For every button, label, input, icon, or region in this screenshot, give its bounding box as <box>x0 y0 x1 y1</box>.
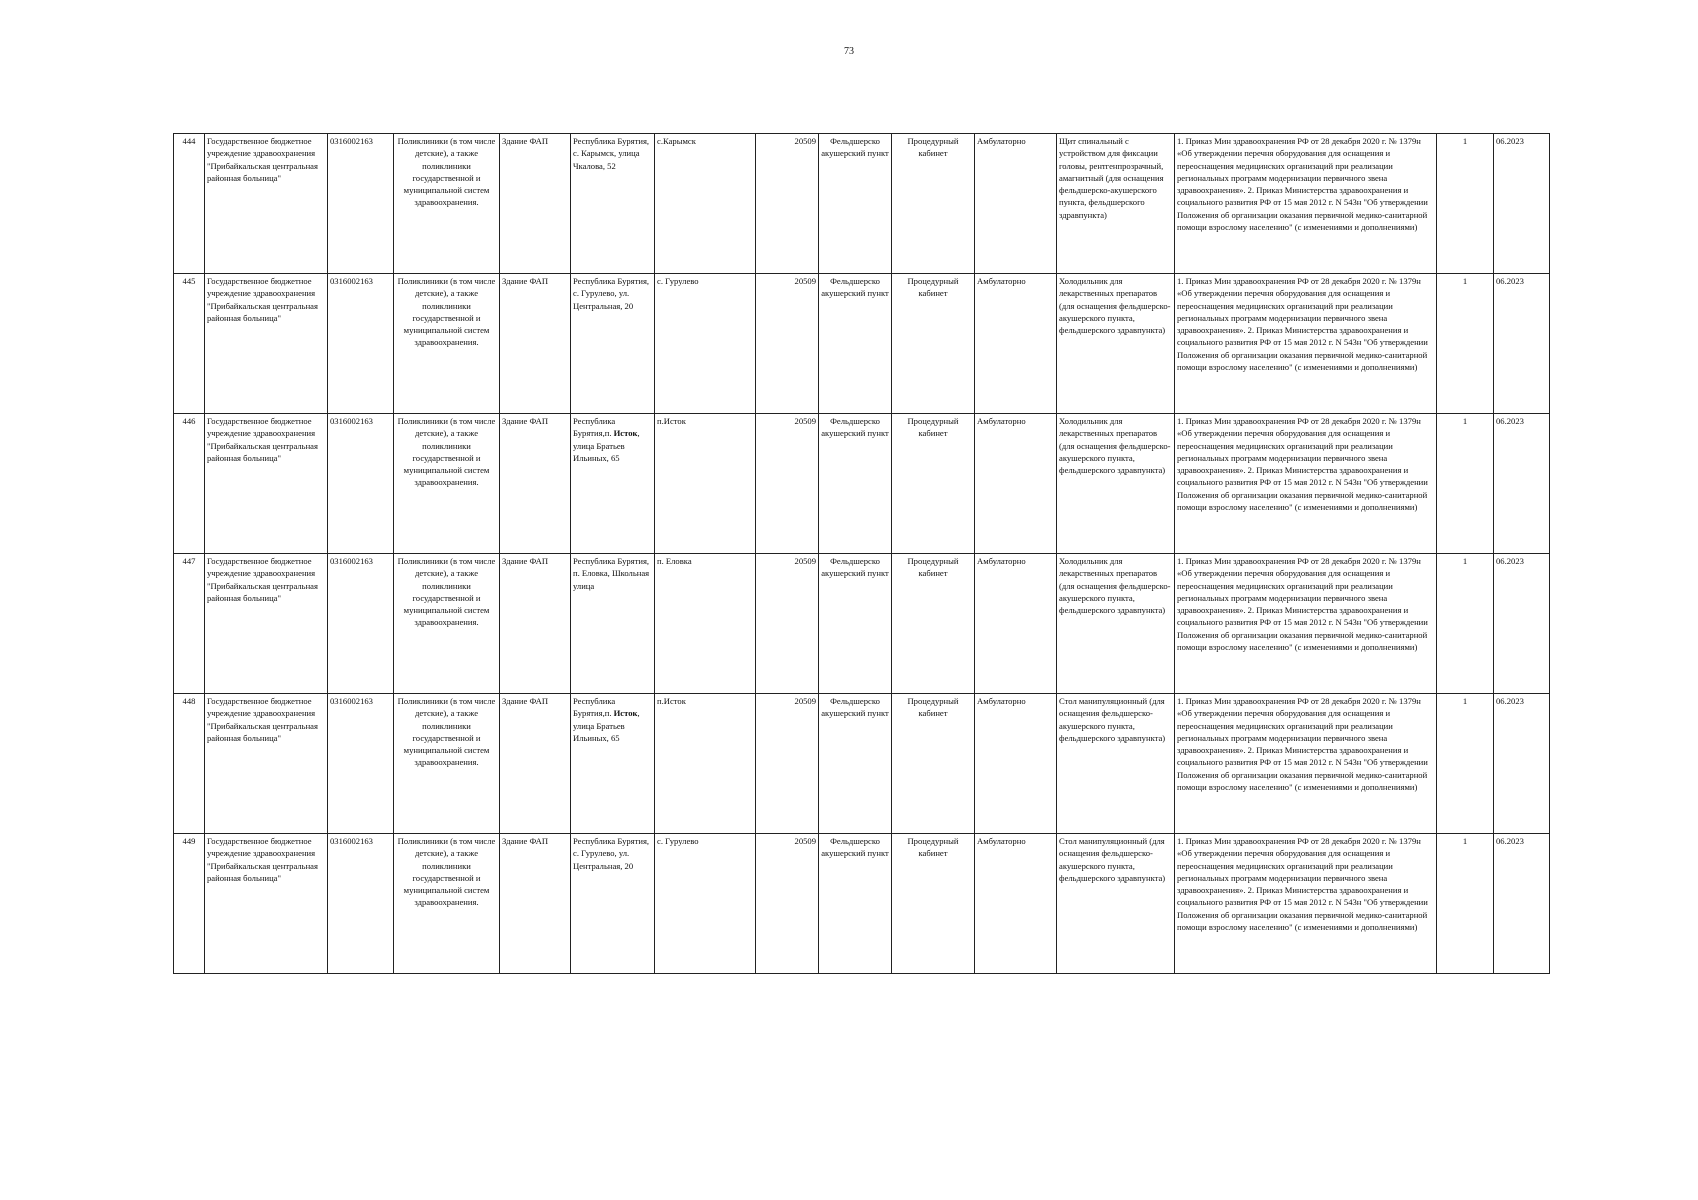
room-cell: Процедурный кабинет <box>892 274 975 414</box>
locality-cell: с. Гурулево <box>655 834 756 974</box>
legal-basis-cell: 1. Приказ Мин здравоохранения РФ от 28 декабря 2020 г. № 1379н «Об утверждении перечня оборудования для оснащения и переоснащения медицинских организаций при реализации региональных программ модернизации первичного звена здравоохранения». 2. Приказ Министерства здравоохранения и социального развития РФ от 15 мая 2012 г. N 543н "Об утверждении Положения об организации оказания первичной медико-санитарной помощи взрослому населению" (с изменениями и дополнениями) <box>1175 834 1437 974</box>
table-row <box>174 554 1550 694</box>
unit-cell: Фельдшерско акушерский пункт <box>819 414 892 554</box>
quantity-cell: 1 <box>1437 694 1494 834</box>
quantity-cell: 1 <box>1437 834 1494 974</box>
inn-cell: 0316002163 <box>328 414 394 554</box>
locality-cell: с. Гурулево <box>655 274 756 414</box>
organization-cell: Государственное бюджетное учреждение здравоохранения "Прибайкальская центральная районная больница" <box>205 134 328 274</box>
building-cell: Здание ФАП <box>500 274 571 414</box>
legal-basis-cell: 1. Приказ Мин здравоохранения РФ от 28 декабря 2020 г. № 1379н «Об утверждении перечня оборудования для оснащения и переоснащения медицинских организаций при реализации региональных программ модернизации первичного звена здравоохранения». 2. Приказ Министерства здравоохранения и социального развития РФ от 15 мая 2012 г. N 543н "Об утверждении Положения об организации оказания первичной медико-санитарной помощи взрослому населению" (с изменениями и дополнениями) <box>1175 554 1437 694</box>
table-row <box>174 274 1550 414</box>
quantity-cell: 1 <box>1437 274 1494 414</box>
room-cell: Процедурный кабинет <box>892 134 975 274</box>
organization-cell: Государственное бюджетное учреждение здравоохранения "Прибайкальская центральная районная больница" <box>205 554 328 694</box>
row-number-cell: 445 <box>174 274 205 414</box>
table-body <box>174 134 1550 974</box>
code-cell: 20509 <box>756 274 819 414</box>
code-cell: 20509 <box>756 554 819 694</box>
inn-cell: 0316002163 <box>328 134 394 274</box>
room-cell: Процедурный кабинет <box>892 554 975 694</box>
facility-type-cell: Поликлиники (в том числе детские), а также поликлиники государственной и муниципальной систем здравоохранения. <box>394 274 500 414</box>
quantity-cell: 1 <box>1437 554 1494 694</box>
organization-cell: Государственное бюджетное учреждение здравоохранения "Прибайкальская центральная районная больница" <box>205 414 328 554</box>
room-cell: Процедурный кабинет <box>892 694 975 834</box>
building-cell: Здание ФАП <box>500 414 571 554</box>
organization-cell: Государственное бюджетное учреждение здравоохранения "Прибайкальская центральная районная больница" <box>205 694 328 834</box>
inn-cell: 0316002163 <box>328 554 394 694</box>
address-cell <box>571 694 655 834</box>
legal-basis-cell: 1. Приказ Мин здравоохранения РФ от 28 декабря 2020 г. № 1379н «Об утверждении перечня оборудования для оснащения и переоснащения медицинских организаций при реализации региональных программ модернизации первичного звена здравоохранения». 2. Приказ Министерства здравоохранения и социального развития РФ от 15 мая 2012 г. N 543н "Об утверждении Положения об организации оказания первичной медико-санитарной помощи взрослому населению" (с изменениями и дополнениями) <box>1175 274 1437 414</box>
row-number-cell: 444 <box>174 134 205 274</box>
room-cell: Процедурный кабинет <box>892 414 975 554</box>
facility-type-cell: Поликлиники (в том числе детские), а также поликлиники государственной и муниципальной систем здравоохранения. <box>394 554 500 694</box>
unit-cell: Фельдшерско акушерский пункт <box>819 134 892 274</box>
code-cell: 20509 <box>756 694 819 834</box>
inn-cell: 0316002163 <box>328 834 394 974</box>
address-bold-part: Исток <box>613 708 638 719</box>
address-cell <box>571 414 655 554</box>
room-cell: Процедурный кабинет <box>892 834 975 974</box>
unit-cell: Фельдшерско акушерский пункт <box>819 694 892 834</box>
address-part: , улица Братьев Ильиных, 65 <box>573 428 640 463</box>
legal-basis-cell: 1. Приказ Мин здравоохранения РФ от 28 декабря 2020 г. № 1379н «Об утверждении перечня оборудования для оснащения и переоснащения медицинских организаций при реализации региональных программ модернизации первичного звена здравоохранения». 2. Приказ Министерства здравоохранения и социального развития РФ от 15 мая 2012 г. N 543н "Об утверждении Положения об организации оказания первичной медико-санитарной помощи взрослому населению" (с изменениями и дополнениями) <box>1175 694 1437 834</box>
legal-basis-cell: 1. Приказ Мин здравоохранения РФ от 28 декабря 2020 г. № 1379н «Об утверждении перечня оборудования для оснащения и переоснащения медицинских организаций при реализации региональных программ модернизации первичного звена здравоохранения». 2. Приказ Министерства здравоохранения и социального развития РФ от 15 мая 2012 г. N 543н "Об утверждении Положения об организации оказания первичной медико-санитарной помощи взрослому населению" (с изменениями и дополнениями) <box>1175 134 1437 274</box>
address-part: Республика Бурятия,п. <box>573 696 616 719</box>
table-row <box>174 414 1550 554</box>
address-cell <box>571 274 655 414</box>
address-part: , улица Братьев Ильиных, 65 <box>573 708 640 743</box>
equipment-cell: Холодильник для лекарственных препаратов (для оснащения фельдшерско-акушерского пункта, фельдшерского здравпункта) <box>1057 554 1175 694</box>
date-cell: 06.2023 <box>1494 834 1550 974</box>
table-row <box>174 694 1550 834</box>
unit-cell: Фельдшерско акушерский пункт <box>819 274 892 414</box>
unit-cell: Фельдшерско акушерский пункт <box>819 554 892 694</box>
date-cell: 06.2023 <box>1494 274 1550 414</box>
quantity-cell: 1 <box>1437 134 1494 274</box>
address-cell <box>571 834 655 974</box>
facility-type-cell: Поликлиники (в том числе детские), а также поликлиники государственной и муниципальной систем здравоохранения. <box>394 414 500 554</box>
equipment-register-table <box>173 133 1550 974</box>
locality-cell: с.Карымск <box>655 134 756 274</box>
row-number-cell: 447 <box>174 554 205 694</box>
building-cell: Здание ФАП <box>500 694 571 834</box>
quantity-cell: 1 <box>1437 414 1494 554</box>
unit-cell: Фельдшерско акушерский пункт <box>819 834 892 974</box>
locality-cell: п.Исток <box>655 694 756 834</box>
equipment-cell: Холодильник для лекарственных препаратов (для оснащения фельдшерско-акушерского пункта, фельдшерского здравпункта) <box>1057 274 1175 414</box>
table-row <box>174 834 1550 974</box>
inn-cell: 0316002163 <box>328 274 394 414</box>
organization-cell: Государственное бюджетное учреждение здравоохранения "Прибайкальская центральная районная больница" <box>205 834 328 974</box>
date-cell: 06.2023 <box>1494 414 1550 554</box>
equipment-cell: Щит спинальный с устройством для фиксации головы, рентгенпрозрачный, амагнитный (для оснащения фельдшерско-акушерского пункта, фельдшерского здравпункта) <box>1057 134 1175 274</box>
organization-cell: Государственное бюджетное учреждение здравоохранения "Прибайкальская центральная районная больница" <box>205 274 328 414</box>
address-part: Республика Бурятия, с. Гурулево, ул. Центральная, 20 <box>573 276 650 311</box>
care-mode-cell: Амбулаторно <box>975 134 1057 274</box>
address-part: Республика Бурятия, с. Карымск, улица Чкалова, 52 <box>573 136 650 171</box>
date-cell: 06.2023 <box>1494 554 1550 694</box>
equipment-cell: Холодильник для лекарственных препаратов (для оснащения фельдшерско-акушерского пункта, фельдшерского здравпункта) <box>1057 414 1175 554</box>
code-cell: 20509 <box>756 414 819 554</box>
care-mode-cell: Амбулаторно <box>975 834 1057 974</box>
care-mode-cell: Амбулаторно <box>975 414 1057 554</box>
facility-type-cell: Поликлиники (в том числе детские), а также поликлиники государственной и муниципальной систем здравоохранения. <box>394 834 500 974</box>
address-part: Республика Бурятия, п. Еловка, Школьная улица <box>573 556 650 591</box>
address-cell <box>571 554 655 694</box>
facility-type-cell: Поликлиники (в том числе детские), а также поликлиники государственной и муниципальной систем здравоохранения. <box>394 694 500 834</box>
address-bold-part: Исток <box>613 428 638 439</box>
equipment-cell: Стол манипуляционный (для оснащения фельдшерско-акушерского пункта, фельдшерского здравпункта) <box>1057 834 1175 974</box>
inn-cell: 0316002163 <box>328 694 394 834</box>
locality-cell: п.Исток <box>655 414 756 554</box>
row-number-cell: 446 <box>174 414 205 554</box>
date-cell: 06.2023 <box>1494 694 1550 834</box>
locality-cell: п. Еловка <box>655 554 756 694</box>
address-part: Республика Бурятия, с. Гурулево, ул. Центральная, 20 <box>573 836 650 871</box>
building-cell: Здание ФАП <box>500 554 571 694</box>
building-cell: Здание ФАП <box>500 134 571 274</box>
care-mode-cell: Амбулаторно <box>975 554 1057 694</box>
equipment-cell: Стол манипуляционный (для оснащения фельдшерско-акушерского пункта, фельдшерского здравпункта) <box>1057 694 1175 834</box>
code-cell: 20509 <box>756 834 819 974</box>
table-row <box>174 134 1550 274</box>
address-cell <box>571 134 655 274</box>
date-cell: 06.2023 <box>1494 134 1550 274</box>
row-number-cell: 448 <box>174 694 205 834</box>
care-mode-cell: Амбулаторно <box>975 274 1057 414</box>
address-part: Республика Бурятия,п. <box>573 416 616 439</box>
legal-basis-cell: 1. Приказ Мин здравоохранения РФ от 28 декабря 2020 г. № 1379н «Об утверждении перечня оборудования для оснащения и переоснащения медицинских организаций при реализации региональных программ модернизации первичного звена здравоохранения». 2. Приказ Министерства здравоохранения и социального развития РФ от 15 мая 2012 г. N 543н "Об утверждении Положения об организации оказания первичной медико-санитарной помощи взрослому населению" (с изменениями и дополнениями) <box>1175 414 1437 554</box>
building-cell: Здание ФАП <box>500 834 571 974</box>
facility-type-cell: Поликлиники (в том числе детские), а также поликлиники государственной и муниципальной систем здравоохранения. <box>394 134 500 274</box>
row-number-cell: 449 <box>174 834 205 974</box>
page-number: 73 <box>844 46 854 57</box>
care-mode-cell: Амбулаторно <box>975 694 1057 834</box>
code-cell: 20509 <box>756 134 819 274</box>
